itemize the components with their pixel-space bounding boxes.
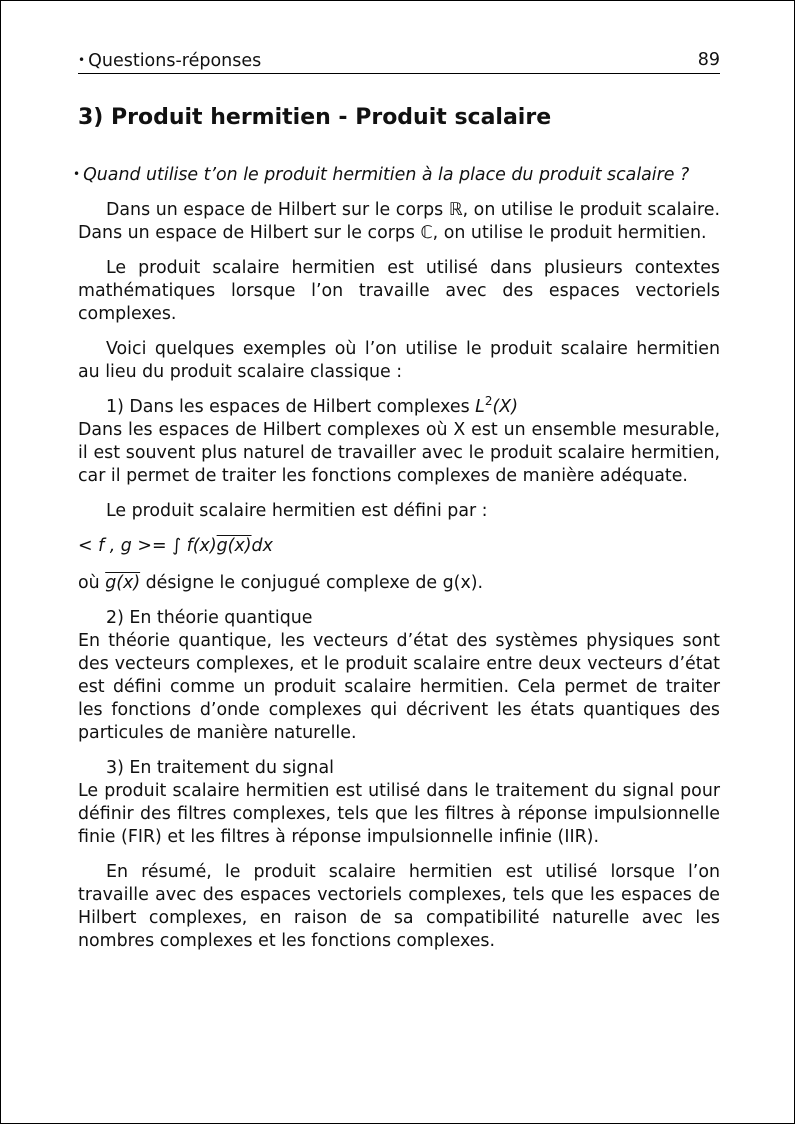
text-run: où <box>78 573 106 593</box>
math-symbol: L <box>475 397 485 417</box>
text-run: 1) Dans les espaces de Hilbert complexes <box>106 397 476 417</box>
formula-gx-conjugate: g(x) <box>216 536 252 556</box>
intro-paragraph-2: Le produit scalaire hermitien est utilisé dans plusieurs contextes mathématiques lorsque l’on travaille avec des espaces vectoriels complexes. <box>78 258 720 324</box>
text-run: Dans un espace de Hilbert sur le corps <box>106 200 449 220</box>
question <box>73 163 720 187</box>
example-3-heading: 3) En traitement du signal <box>106 758 334 778</box>
example-3-body: Le produit scalaire hermitien est utilisé dans le traitement du signal pour définir des filtres complexes, tels que les filtres à réponse impulsionnelle finie (FIR) et les filtres à réponse impulsionnelle infinie (IIR). <box>78 781 720 847</box>
definition-intro: Le produit scalaire hermitien est défini par : <box>106 501 488 521</box>
question-text: Quand utilise t’on le produit hermitien à la place du produit scalaire ? <box>83 165 690 185</box>
complex-numbers-symbol: ℂ <box>420 223 433 243</box>
text-run: désigne le conjugué complexe de g(x). <box>140 573 484 593</box>
example-2 <box>78 607 720 745</box>
intro-paragraph-1 <box>78 199 720 245</box>
conjugate-gx: g(x) <box>105 573 141 593</box>
bullet-icon: • <box>78 53 86 67</box>
intro-paragraph-3: Voici quelques exemples où l’on utilise le produit scalaire hermitien au lieu du produit scalaire classique : <box>78 339 720 382</box>
example-1 <box>78 396 720 488</box>
example-2-heading: 2) En théorie quantique <box>106 608 313 628</box>
example-2-body: En théorie quantique, les vecteurs d’état des systèmes physiques sont des vecteurs complexes, et le produit scalaire entre deux vecteurs d’état est défini comme un produit scalaire hermitien. Cela permet de traiter les fonctions d’onde complexes qui décrivent les états quantiques des particules de manière naturelle. <box>78 631 720 743</box>
hermitian-formula <box>78 535 720 558</box>
section-title: 3) Produit hermitien - Produit scalaire <box>78 105 552 130</box>
formula-fx: f(x) <box>186 536 217 556</box>
conjugate-note <box>78 572 720 595</box>
text-run: , on utilise le produit hermitien. <box>432 223 707 243</box>
header-section-label: Questions-réponses <box>88 51 262 71</box>
text-run: , on utilise le produit scalaire. Dans un espace de Hilbert sur le corps <box>78 200 720 243</box>
page-content <box>73 103 720 965</box>
header-section <box>78 49 261 72</box>
page-number: 89 <box>697 50 720 70</box>
math-superscript: 2 <box>484 394 493 408</box>
integral-symbol: ∫ <box>172 536 182 556</box>
real-numbers-symbol: ℝ <box>448 200 463 220</box>
bullet-icon: • <box>73 167 81 181</box>
math-symbol: (X) <box>492 397 518 417</box>
example-3 <box>78 757 720 849</box>
example-1-heading <box>78 396 720 419</box>
summary-paragraph: En résumé, le produit scalaire hermitien est utilisé lorsque l’on travaille avec des espaces vectoriels complexes, tels que les espaces de Hilbert complexes, en raison de sa compatibilité naturelle avec les nombres complexes et les fonctions complexes. <box>78 862 720 951</box>
running-header <box>78 49 720 74</box>
formula-dx: dx <box>251 536 273 556</box>
formula-lhs: < f , g >= <box>78 536 167 556</box>
example-1-body: Dans les espaces de Hilbert complexes où X est un ensemble mesurable, il est souvent plus naturel de travailler avec le produit scalaire hermitien, car il permet de traiter les fonctions complexes de manière adéquate. <box>78 420 720 486</box>
